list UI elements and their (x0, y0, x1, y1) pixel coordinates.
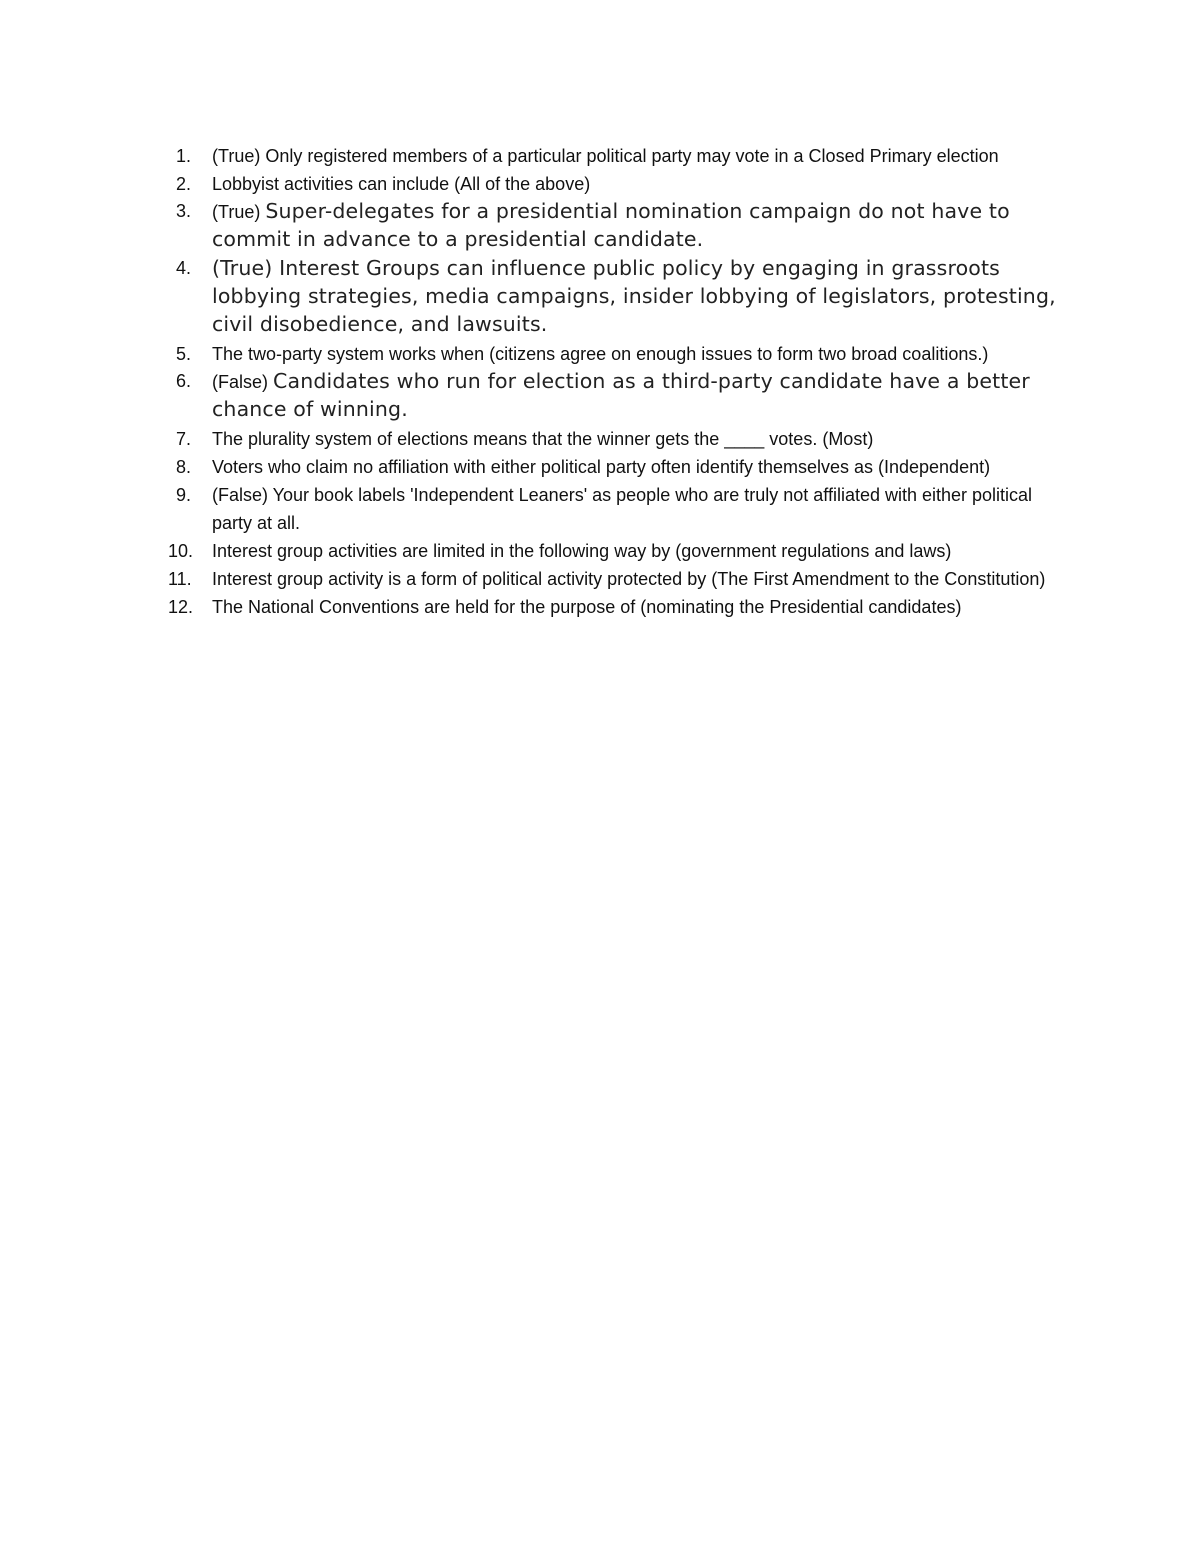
item-text (212, 198, 1068, 254)
item-number: 6. (176, 371, 192, 391)
item-text (212, 340, 1068, 368)
item-text (212, 565, 1068, 593)
item-text (212, 593, 1068, 621)
item-number: 11. (168, 569, 192, 589)
item-text-prefix: The two-party system works when (citizens agree on enough issues to form two broad coalitions.) (212, 344, 989, 364)
list-item (168, 453, 1068, 481)
item-number: 9. (176, 485, 192, 505)
item-text-prefix: Interest group activities are limited in the following way by (government regulations and laws) (212, 541, 952, 561)
item-number: 7. (176, 429, 192, 449)
item-number: 4. (176, 258, 192, 278)
list-item (168, 481, 1068, 537)
item-text (212, 537, 1068, 565)
item-number: 3. (176, 201, 192, 221)
list-item (168, 198, 1068, 254)
item-text (212, 425, 1068, 453)
item-text-prefix: (False) Your book labels 'Independent Leaners' as people who are truly not affiliated with either political party at all. (212, 485, 1033, 533)
item-text-prefix: (True) (212, 202, 266, 222)
list-item (168, 593, 1068, 621)
item-text-prefix: (False) (212, 372, 274, 392)
item-text (212, 368, 1068, 424)
item-text-prefix: Voters who claim no affiliation with either political party often identify themselves as (Independent) (212, 457, 991, 477)
item-number: 5. (176, 344, 192, 364)
list-item (168, 368, 1068, 424)
item-text-large: (True) Interest Groups can influence public policy by engaging in grassroots lobbying strategies, media campaigns, insider lobbying of legislators, protesting, civil disobedience, and lawsuits. (212, 256, 1056, 336)
item-text (212, 170, 1068, 198)
item-number: 10. (168, 541, 194, 561)
item-text-prefix: The plurality system of elections means that the winner gets the ____ votes. (Most) (212, 429, 874, 449)
item-text-prefix: The National Conventions are held for the purpose of (nominating the Presidential candidates) (212, 597, 962, 617)
item-text (212, 255, 1068, 339)
item-text-large: Candidates who run for election as a third-party candidate have a better chance of winning. (212, 369, 1030, 421)
list-item (168, 142, 1068, 170)
list-item (168, 565, 1068, 593)
item-text (212, 142, 1068, 170)
list-item (168, 170, 1068, 198)
list-item (168, 425, 1068, 453)
item-text-prefix: (True) Only registered members of a particular political party may vote in a Closed Primary election (212, 146, 999, 166)
item-number: 8. (176, 457, 192, 477)
item-text (212, 453, 1068, 481)
list-item (168, 537, 1068, 565)
item-text (212, 481, 1068, 537)
item-text-large: Super-delegates for a presidential nomination campaign do not have to commit in advance to a presidential candidate. (212, 199, 1010, 251)
item-number: 2. (176, 174, 192, 194)
item-number: 1. (176, 146, 192, 166)
list-item (168, 255, 1068, 339)
item-text-prefix: Lobbyist activities can include (All of the above) (212, 174, 591, 194)
list-item (168, 340, 1068, 368)
item-text-prefix: Interest group activity is a form of political activity protected by (The First Amendment to the Constitution) (212, 569, 1046, 589)
item-number: 12. (168, 597, 194, 617)
question-list (168, 142, 1068, 621)
